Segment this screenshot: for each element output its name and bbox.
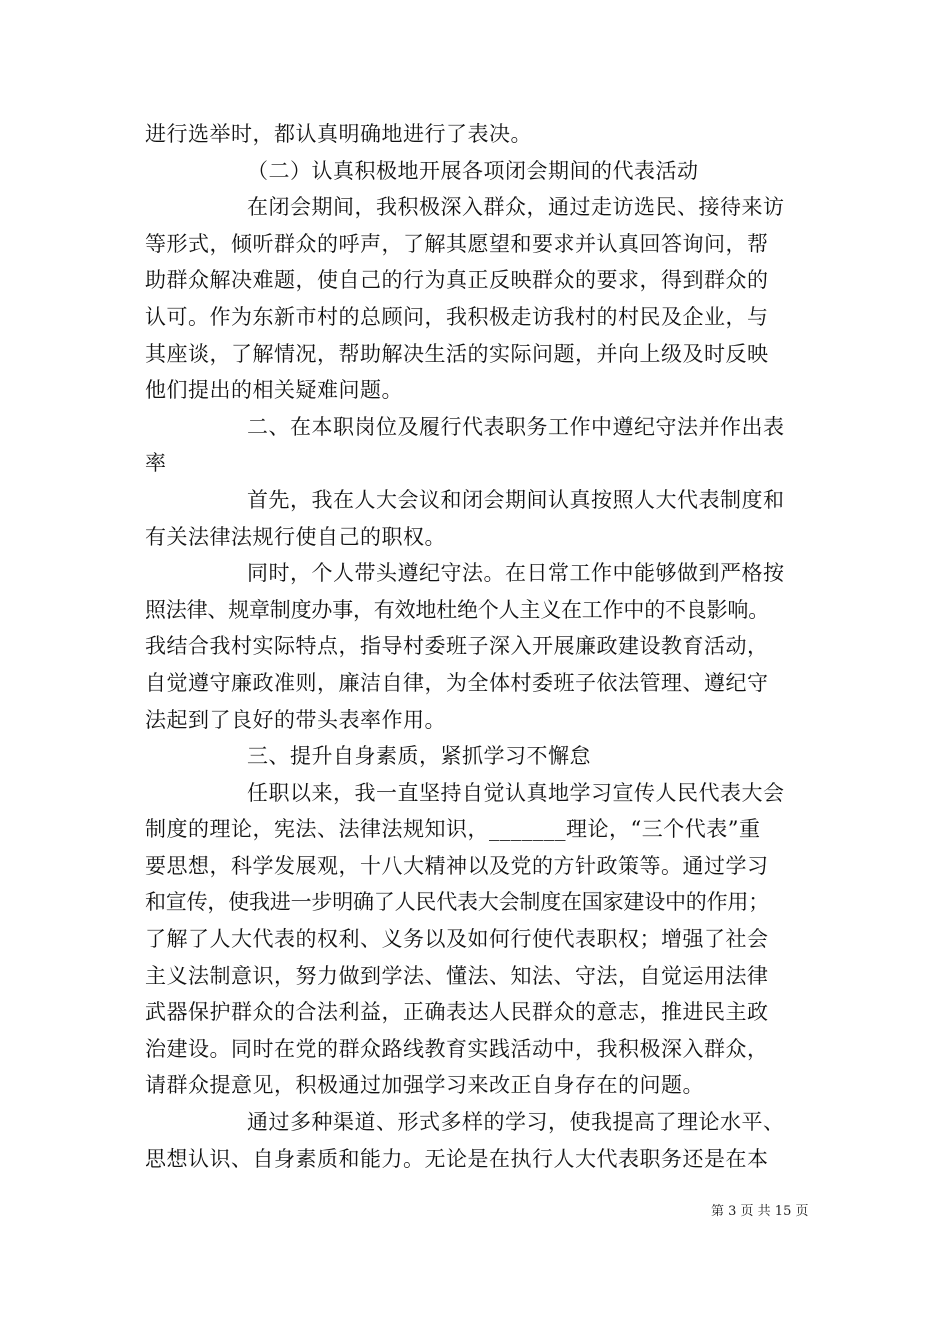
text-line: 有关法律法规行使自己的职权。 — [145, 524, 446, 549]
text-line: 其座谈，了解情况，帮助解决生活的实际问题，并向上级及时反映 — [145, 341, 769, 366]
text-line: 法起到了良好的带头表率作用。 — [145, 707, 446, 732]
section-heading-continued: 率 — [145, 451, 167, 476]
text-line: 请群众提意见，积极通过加强学习来改正自身存在的问题。 — [145, 1073, 704, 1098]
text-line: 认可。作为东新市村的总顾问，我积极走访我村的村民及企业，与 — [145, 304, 769, 329]
text-line: 和宣传，使我进一步明确了人民代表大会制度在国家建设中的作用； — [145, 890, 769, 915]
section-heading: 二、在本职岗位及履行代表职务工作中遵纪守法并作出表 — [247, 414, 785, 439]
text-line: 助群众解决难题，使自己的行为真正反映群众的要求，得到群众的 — [145, 268, 769, 293]
text-line: 通过多种渠道、形式多样的学习，使我提高了理论水平、 — [247, 1110, 785, 1135]
text-line: 首先，我在人大会议和闭会期间认真按照人大代表制度和 — [247, 487, 785, 512]
text-line: 思想认识、自身素质和能力。无论是在执行人大代表职务还是在本 — [145, 1146, 769, 1171]
page-number: 第 3 页 共 15 页 — [711, 1204, 809, 1219]
section-heading: 三、提升自身素质，紧抓学习不懈怠 — [247, 744, 591, 769]
text-line: 主义法制意识，努力做到学法、懂法、知法、守法，自觉运用法律 — [145, 963, 769, 988]
text-line: 制度的理论，宪法、法律法规知识，_______理论，“三个代表”重 — [145, 817, 761, 842]
text-line: 我结合我村实际特点，指导村委班子深入开展廉政建设教育活动， — [145, 634, 769, 659]
text-line: 在闭会期间，我积极深入群众，通过走访选民、接待来访 — [247, 195, 785, 220]
section-heading: （二）认真积极地开展各项闭会期间的代表活动 — [247, 158, 699, 183]
text-line: 自觉遵守廉政准则，廉洁自律，为全体村委班子依法管理、遵纪守 — [145, 670, 769, 695]
body-text — [145, 116, 813, 1177]
text-line: 任职以来，我一直坚持自觉认真地学习宣传人民代表大会 — [247, 780, 785, 805]
text-line: 等形式，倾听群众的呼声，了解其愿望和要求并认真回答询问，帮 — [145, 231, 769, 256]
text-line: 治建设。同时在党的群众路线教育实践活动中，我积极深入群众， — [145, 1036, 769, 1061]
text-line: 同时，个人带头遵纪守法。在日常工作中能够做到严格按 — [247, 561, 785, 586]
text-line: 他们提出的相关疑难问题。 — [145, 378, 403, 403]
text-line: 照法律、规章制度办事，有效地杜绝个人主义在工作中的不良影响。 — [145, 597, 769, 622]
text-line: 了解了人大代表的权利、义务以及如何行使代表职权；增强了社会 — [145, 927, 769, 952]
text-line: 要思想，科学发展观，十八大精神以及党的方针政策等。通过学习 — [145, 853, 769, 878]
text-line: 武器保护群众的合法利益，正确表达人民群众的意志，推进民主政 — [145, 1000, 769, 1025]
text-line: 进行选举时，都认真明确地进行了表决。 — [145, 122, 532, 146]
